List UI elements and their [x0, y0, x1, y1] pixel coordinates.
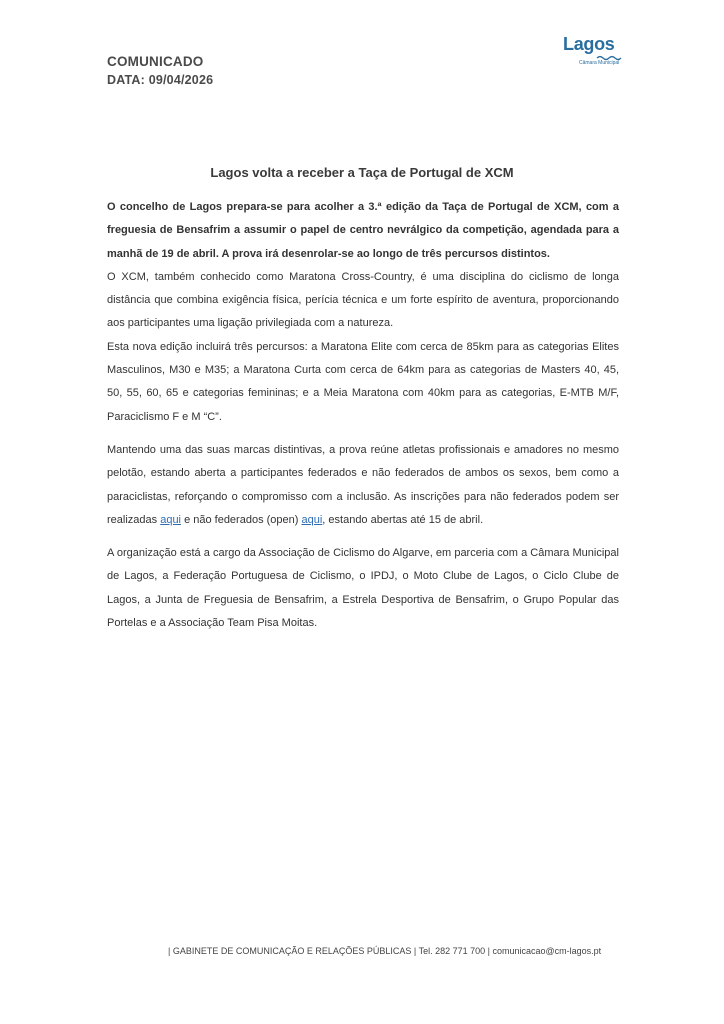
- article-body: [107, 196, 619, 635]
- lagos-logo: [560, 34, 630, 68]
- inscricoes-text-2: e não federados (open): [184, 513, 299, 526]
- logo-subtitle: Câmara Municipal: [579, 60, 620, 66]
- paragraph-inscricoes: [107, 439, 619, 532]
- inscricoes-text-3: , estando abertas até 15 de abril.: [322, 513, 484, 526]
- press-release-title: Lagos volta a receber a Taça de Portugal de XCM: [210, 165, 514, 180]
- paragraph-percursos: Esta nova edição incluirá três percursos: a Maratona Elite com cerca de 85km para as categorias Elites Masculinos, M30 e M35; a Maratona Curta com cerca de 64km para as categorias de Masters 40, 45, 50, 55, 60, 65 e categorias femininas; e a Meia Maratona com 40km para as categorias, E-MTB M/F, Paraciclismo F e M “C”.: [107, 340, 619, 423]
- doc-date: DATA: 09/04/2026: [107, 73, 214, 87]
- lead-paragraph: O concelho de Lagos prepara-se para acolher a 3.ª edição da Taça de Portugal de XCM, com a freguesia de Bensafrim a assumir o papel de centro nevrálgico da competição, agendada para a manhã de 19 de abril. A prova irá desenrolar-se ao longo de três percursos distintos.: [107, 201, 619, 260]
- footer-contact: | GABINETE DE COMUNICAÇÃO E RELAÇÕES PÚBLICAS | Tel. 282 771 700 | comunicacao@cm-lagos.pt: [168, 946, 602, 956]
- paragraph-xcm: O XCM, também conhecido como Maratona Cross-Country, é uma disciplina do ciclismo de longa distância que combina exigência física, perícia técnica e um forte espírito de aventura, proporcionando aos participantes uma ligação privilegiada com a natureza.: [107, 270, 619, 330]
- register-link-federated[interactable]: aqui: [160, 513, 181, 526]
- doc-type-label: COMUNICADO: [107, 54, 204, 69]
- logo-name: Lagos: [563, 34, 615, 54]
- register-link-open[interactable]: aqui: [301, 513, 323, 526]
- inscricoes-text-1: Mantendo uma das suas marcas distintivas, a prova reúne atletas profissionais e amadores no mesmo pelotão, estando aberta a participantes federados e não federados de ambos os sexos, bem como a paraciclistas, reforçando o compromisso com a inclusão. As inscrições para não federados podem ser realizadas: [107, 443, 619, 526]
- paragraph-organizacao: A organização está a cargo da Associação de Ciclismo do Algarve, em parceria com a Câmara Municipal de Lagos, a Federação Portuguesa de Ciclismo, o IPDJ, o Moto Clube de Lagos, o Ciclo Clube de Lagos, a Junta de Freguesia de Bensafrim, a Estrela Desportiva de Bensafrim, o Grupo Popular das Portelas e a Associação Team Pisa Moitas.: [107, 547, 619, 630]
